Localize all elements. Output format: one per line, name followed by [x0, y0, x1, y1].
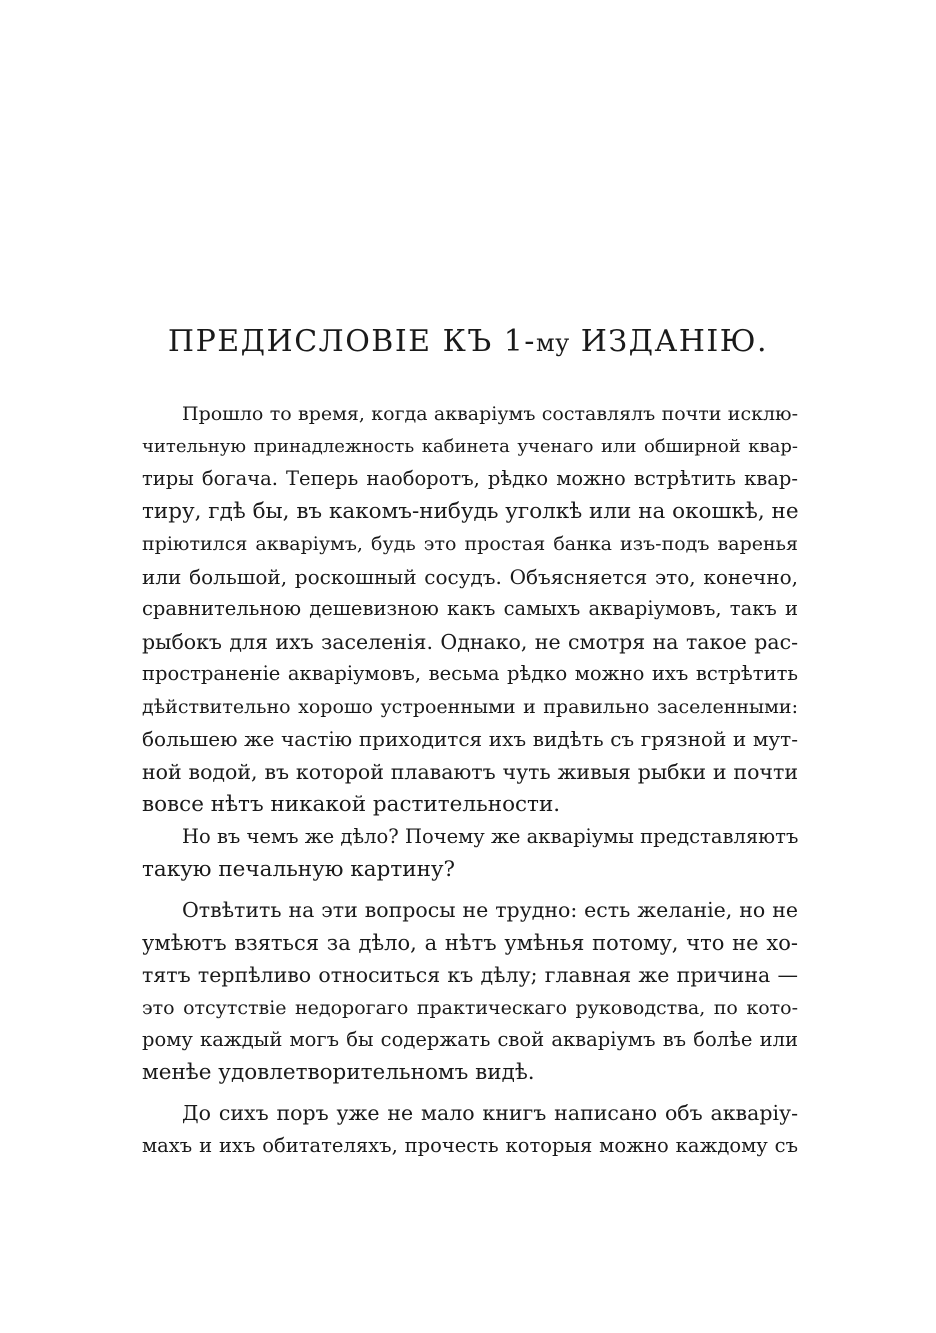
- text-line: сравнительною дешевизною какъ самыхъ акваріумовъ, такъ и: [142, 597, 798, 621]
- title-small: му: [535, 329, 570, 357]
- title-prefix: ПРЕДИСЛОВІЕ КЪ 1-: [167, 324, 536, 359]
- text-line: умѣютъ взяться за дѣло, а нѣтъ умѣнья потому, что не хо-: [142, 930, 798, 955]
- text-line: ной водой, въ которой плаваютъ чуть живыя рыбки и почти: [142, 760, 798, 785]
- text-line: вовсе нѣтъ никакой растительности.: [142, 791, 561, 817]
- text-line: или большой, роскошный сосудъ. Объясняется это, конечно,: [142, 564, 798, 589]
- text-line: рыбокъ для ихъ заселенія. Однако, не смотря на такое рас-: [142, 629, 798, 654]
- page-title: [0, 322, 936, 363]
- text-line: такую печальную картину?: [142, 856, 456, 882]
- text-line: Но въ чемъ же дѣло? Почему же акваріумы представляютъ: [182, 825, 799, 849]
- text-line: дѣйствительно хорошо устроенными и правильно заселенными:: [142, 695, 798, 718]
- body-text: [142, 398, 798, 1163]
- text-line: большею же частію приходится ихъ видѣть съ грязной и мут-: [142, 727, 798, 752]
- text-line: рому каждый могъ бы содержать свой акваріумъ въ болѣе или: [142, 1028, 798, 1052]
- title-suffix: ИЗДАНІЮ.: [569, 324, 769, 359]
- text-line: До сихъ поръ уже не мало книгъ написано объ акваріу-: [182, 1101, 798, 1126]
- paragraph: [142, 398, 798, 821]
- text-line: тиры богача. Теперь наоборотъ, рѣдко можно встрѣтить квар-: [142, 467, 798, 491]
- text-line: Отвѣтить на эти вопросы не трудно: есть желаніе, но не: [182, 898, 798, 923]
- paragraph-gap: [142, 886, 798, 894]
- text-line: махъ и ихъ обитателяхъ, прочесть которыя можно каждому съ: [142, 1134, 798, 1158]
- text-line: Прошло то время, когда акваріумъ составлялъ почти исклю-: [182, 403, 798, 425]
- paragraph-gap: [142, 1089, 798, 1097]
- paragraph: [142, 821, 798, 886]
- text-line: пріютился акваріумъ, будь это простая банка изъ-подъ варенья: [142, 533, 798, 556]
- text-line: менѣе удовлетворительномъ видѣ.: [142, 1059, 535, 1085]
- text-line: это отсутствіе недорогаго практическаго руководства, по кото-: [142, 996, 798, 1019]
- text-line: тятъ терпѣливо относиться къ дѣлу; главная же причина —: [142, 963, 798, 988]
- text-line: тиру, гдѣ бы, въ какомъ-нибудь уголкѣ или на окошкѣ, не: [142, 498, 799, 524]
- text-line: чительную принадлежность кабинета ученаго или обширной квар-: [142, 435, 798, 457]
- paragraph: [142, 894, 798, 1089]
- text-line: пространеніе акваріумовъ, весьма рѣдко можно ихъ встрѣтить: [142, 662, 798, 686]
- paragraph: [142, 1097, 798, 1162]
